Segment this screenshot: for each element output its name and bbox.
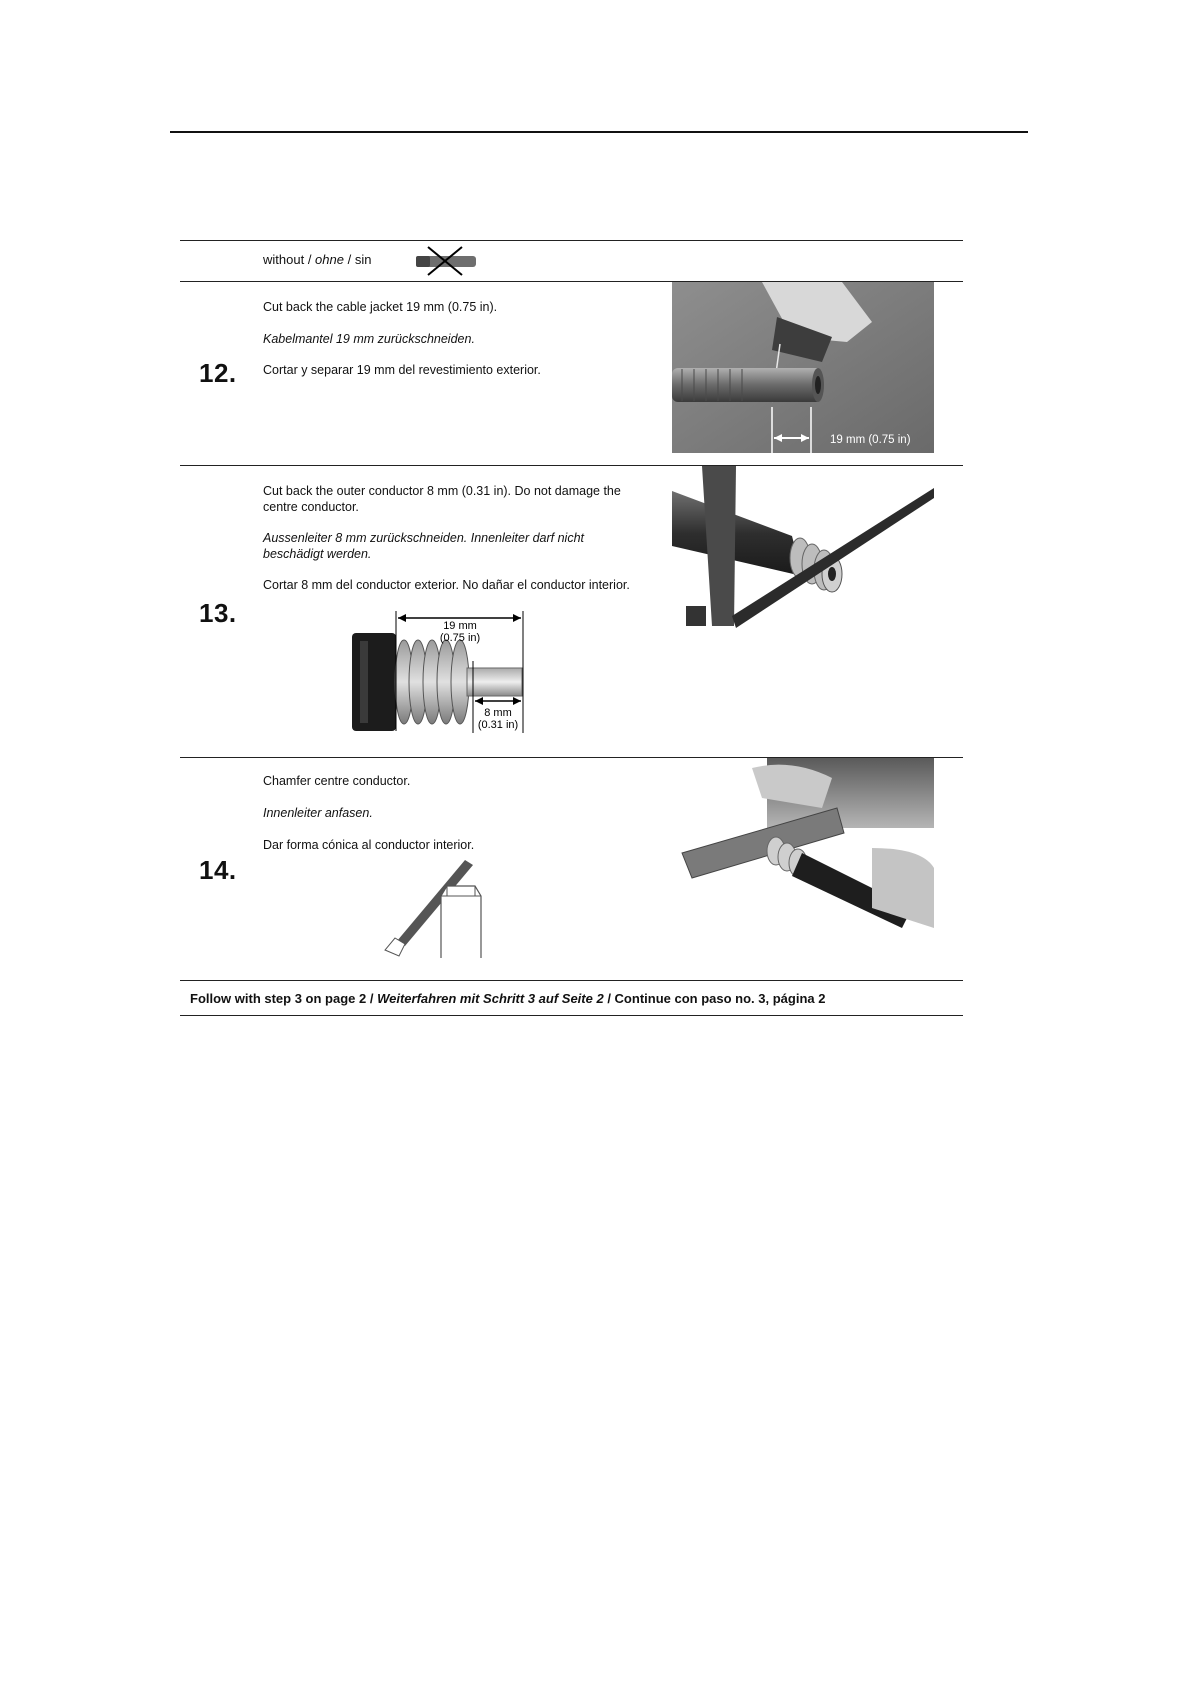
step-13-row [180, 465, 963, 757]
chamfer-drawing [375, 858, 525, 958]
step-12-row [180, 281, 963, 465]
outer-conductor-cut-photo [672, 466, 934, 631]
chamfer-photo [672, 758, 934, 928]
step-text-en: Cut back the cable jacket 19 mm (0.75 in). [263, 300, 498, 314]
step-text-es: Cortar y separar 19 mm del revestimiento exterior. [263, 363, 541, 377]
step-text-en: Chamfer centre conductor. [263, 774, 411, 788]
dimension-19mm-label: 19 mm [443, 620, 477, 632]
step-number: 14. [199, 855, 237, 885]
crossed-out-cable-icon [410, 245, 490, 277]
dimension-075in-label: (0.75 in) [439, 632, 481, 644]
without-label: without / ohne / sin [263, 252, 372, 267]
without-row [180, 240, 963, 281]
instruction-table [180, 240, 963, 1016]
dimension-031in-label: (0.31 in) [477, 719, 519, 731]
step-text-en: Cut back the outer conductor 8 mm (0.31 in). Do not damage the centre conductor. [263, 484, 621, 514]
step-text-de: Innenleiter anfasen. [263, 806, 373, 820]
dimension-8mm-label: 8 mm [484, 707, 512, 719]
header-rule [170, 131, 1028, 133]
photo-dimension-label: 19 mm (0.75 in) [830, 434, 911, 446]
follow-up-instruction: Follow with step 3 on page 2 / Weiterfahren mit Schritt 3 auf Seite 2 / Continue con paso no. 3, página 2 [190, 991, 826, 1006]
step-text-es: Dar forma cónica al conductor interior. [263, 838, 475, 852]
outer-conductor-dimension-drawing [352, 611, 542, 736]
step-text-es: Cortar 8 mm del conductor exterior. No dañar el conductor interior. [263, 578, 630, 592]
step-number: 13. [199, 598, 237, 628]
footer-row [180, 980, 963, 1016]
step-text-de: Aussenleiter 8 mm zurückschneiden. Innenleiter darf nicht beschädigt werden. [263, 531, 584, 561]
cable-jacket-cut-photo [672, 282, 934, 453]
step-number: 12. [199, 358, 237, 388]
step-text-de: Kabelmantel 19 mm zurückschneiden. [263, 332, 475, 346]
step-14-row [180, 757, 963, 980]
